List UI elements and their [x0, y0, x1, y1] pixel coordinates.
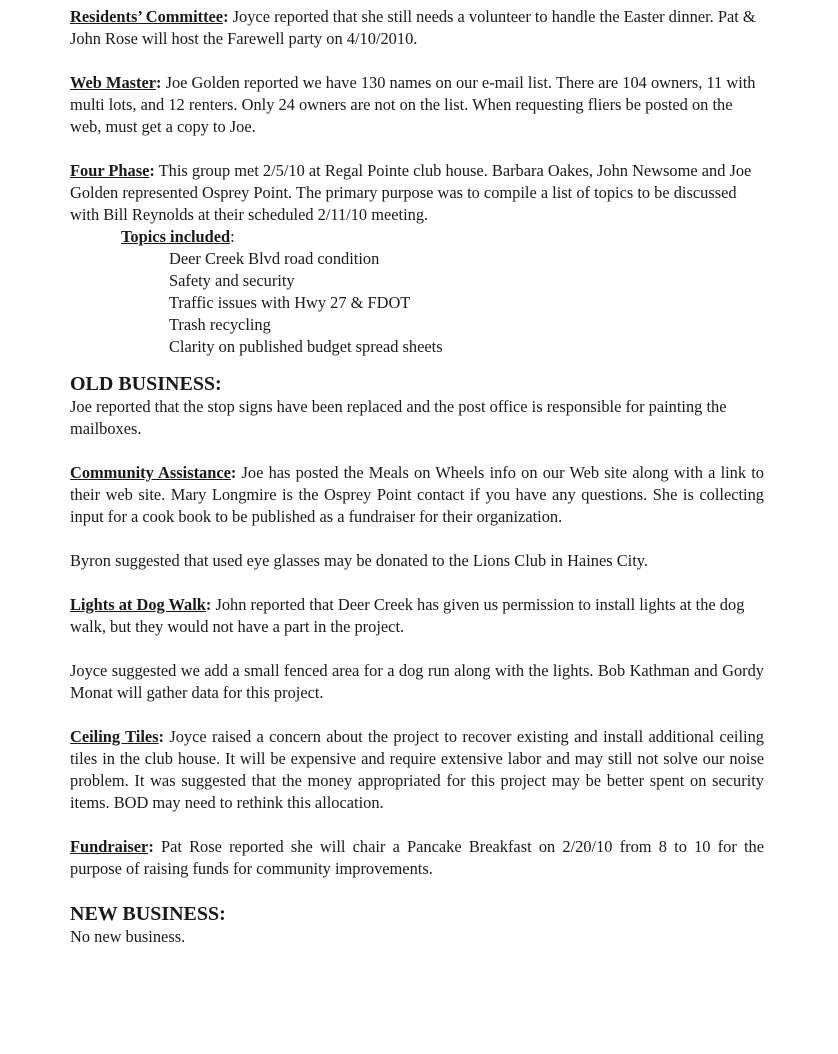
topic-item: Traffic issues with Hwy 27 & FDOT — [169, 293, 411, 312]
lights-dog-walk-colon: : — [205, 595, 212, 614]
four-phase-colon: : — [149, 161, 155, 180]
four-phase-heading: Four Phase — [70, 161, 150, 180]
fundraiser-colon: : — [148, 837, 154, 856]
residents-committee-paragraph — [70, 6, 764, 50]
ceiling-tiles-colon: : — [158, 727, 164, 746]
old-business-text: Joe reported that the stop signs have been replaced and the post office is responsible for painting the mailboxes. — [70, 397, 727, 438]
new-business-text: No new business. — [70, 927, 186, 946]
ceiling-tiles-paragraph — [70, 726, 764, 814]
web-master-paragraph — [70, 72, 764, 138]
residents-committee-heading: Residents’ Committee — [70, 7, 224, 26]
fundraiser-text: Pat Rose reported she will chair a Pancake Breakfast on 2/20/10 from 8 to 10 for the purpose of raising funds for community improvements. — [70, 837, 764, 878]
topics-label-line — [121, 226, 764, 248]
four-phase-paragraph — [70, 160, 764, 226]
topics-block — [70, 226, 764, 358]
residents-committee-colon: : — [223, 7, 229, 26]
community-assistance-text: Joe has posted the Meals on Wheels info on our Web site along with a link to their web site. Mary Longmire is the Osprey Point contact if you have any questions. She is collecting input for a cook book to be published as a fundraiser for their organization. — [70, 463, 764, 526]
topics-colon: : — [230, 227, 235, 246]
fundraiser-heading: Fundraiser — [70, 837, 149, 856]
topic-item: Safety and security — [169, 271, 295, 290]
lights-dog-walk-heading: Lights at Dog Walk — [70, 595, 206, 614]
topics-list — [70, 248, 764, 358]
topic-item: Clarity on published budget spread sheets — [169, 337, 443, 356]
community-assistance-colon: : — [230, 463, 237, 482]
topics-label: Topics included — [121, 227, 231, 246]
topic-item: Deer Creek Blvd road condition — [169, 249, 380, 268]
web-master-colon: : — [156, 73, 162, 92]
minutes-page — [70, 6, 764, 948]
ceiling-tiles-heading: Ceiling Tiles — [70, 727, 159, 746]
fundraiser-paragraph — [70, 836, 764, 880]
residents-committee-text: Joyce reported that she still needs a volunteer to handle the Easter dinner. Pat & John Rose will host the Farewell party on 4/10/2010. — [70, 7, 756, 48]
web-master-text: Joe Golden reported we have 130 names on our e-mail list. There are 104 owners, 11 with multi lots, and 12 renters. Only 24 owners are not on the list. When requesting fliers be posted on the web, must get a copy to Joe. — [70, 73, 756, 136]
new-business-heading: NEW BUSINESS: — [70, 903, 226, 925]
eye-glasses-paragraph: Byron suggested that used eye glasses may be donated to the Lions Club in Haines City. — [70, 551, 648, 570]
community-assistance-paragraph — [70, 462, 764, 528]
community-assistance-heading: Community Assistance — [70, 463, 231, 482]
ceiling-tiles-text: Joyce raised a concern about the project to recover existing and install additional ceiling tiles in the club house. It will be expensive and require extensive labor and may still not solve our noise problem. It was suggested that the money appropriated for this project may be better spent on security items. BOD may need to rethink this allocation. — [70, 727, 764, 812]
lights-dog-walk-text: John reported that Deer Creek has given us permission to install lights at the dog walk, but they would not have a part in the project. — [70, 595, 745, 636]
topic-item: Trash recycling — [169, 315, 271, 334]
dog-run-paragraph: Joyce suggested we add a small fenced area for a dog run along with the lights. Bob Kathman and Gordy Monat will gather data for this project. — [70, 661, 764, 702]
web-master-heading: Web Master — [70, 73, 157, 92]
four-phase-text: This group met 2/5/10 at Regal Pointe club house. Barbara Oakes, John Newsome and Joe Golden represented Osprey Point. The primary purpose was to compile a list of topics to be discussed with Bill Reynolds at their scheduled 2/11/10 meeting. — [70, 161, 752, 224]
lights-dog-walk-paragraph — [70, 594, 764, 638]
old-business-heading: OLD BUSINESS: — [70, 373, 222, 395]
